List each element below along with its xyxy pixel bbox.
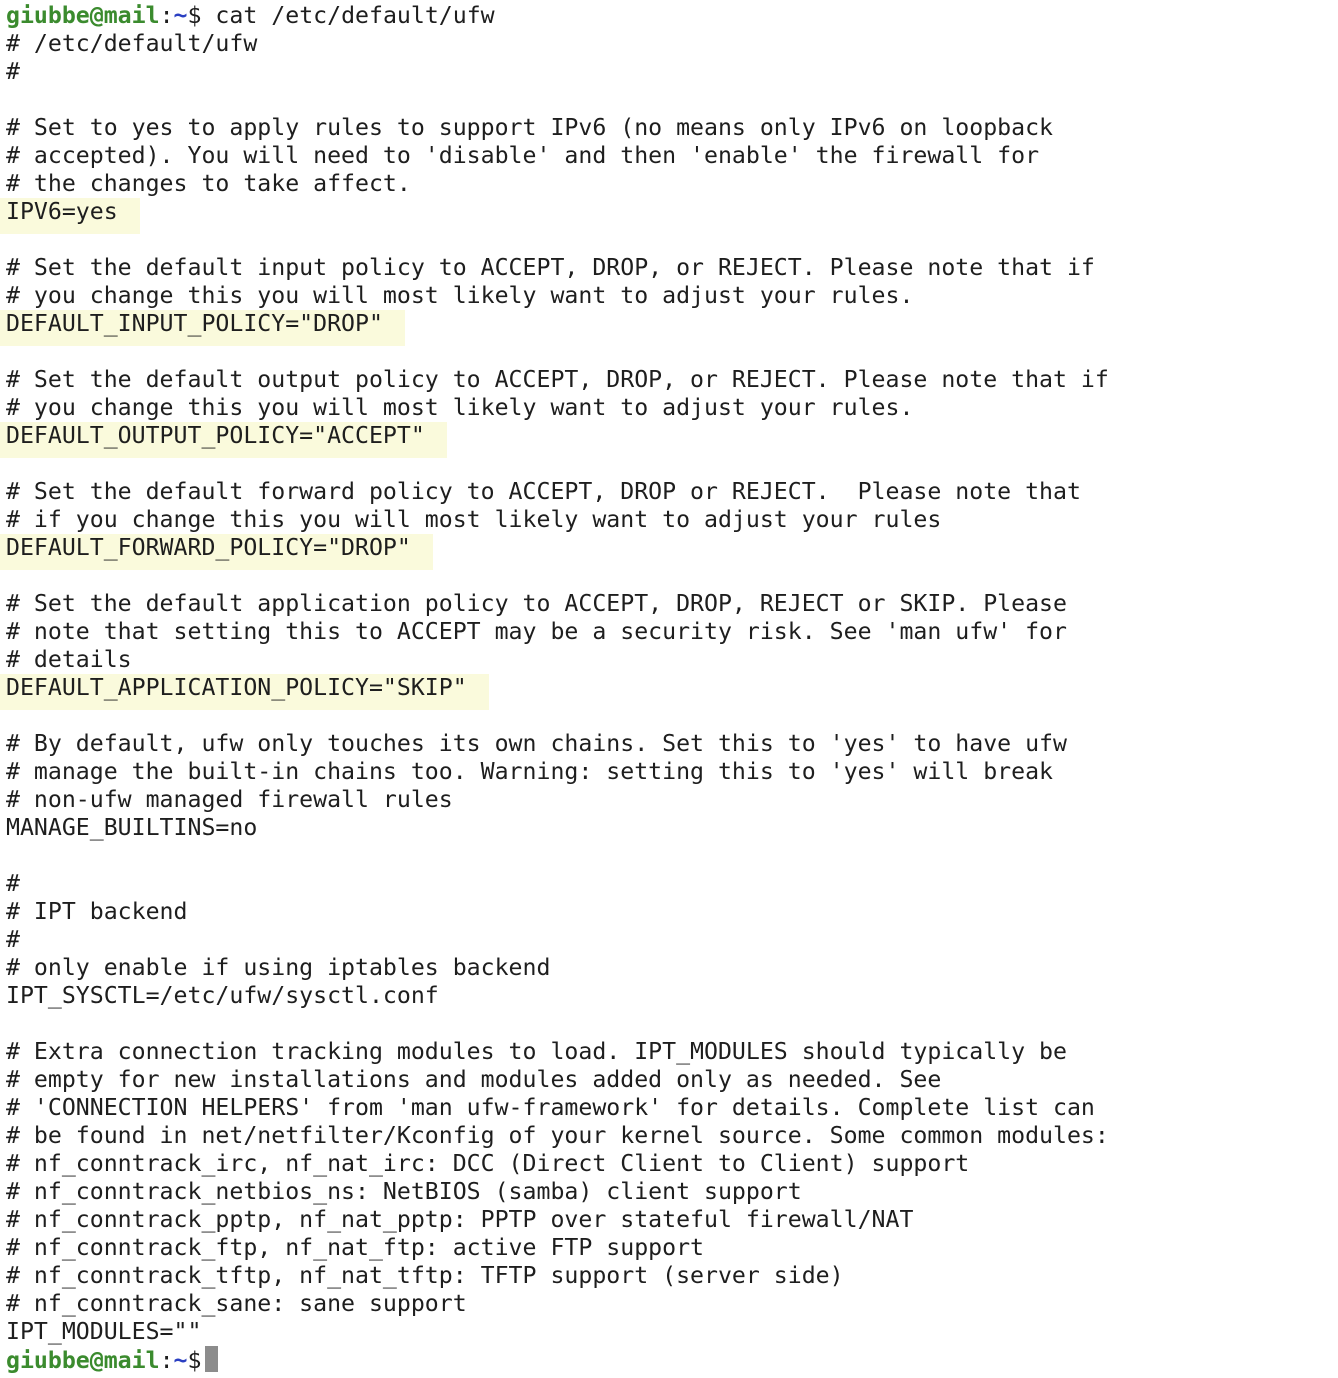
prompt-user-host: giubbe@mail [6, 1347, 160, 1374]
line-text: # Extra connection tracking modules to load. IPT_MODULES should typically be [6, 1038, 1067, 1065]
highlighted-setting: DEFAULT_APPLICATION_POLICY="SKIP" [0, 674, 489, 710]
line-text: # be found in net/netfilter/Kconfig of your kernel source. Some common modules: [6, 1122, 1109, 1149]
line-text: MANAGE_BUILTINS=no [6, 814, 258, 841]
output-line [6, 954, 1332, 982]
terminal-window[interactable] [6, 2, 1332, 1374]
prompt-dollar: $ [187, 1347, 202, 1374]
output-line [6, 730, 1332, 758]
line-text: # IPT backend [6, 898, 188, 925]
line-text: # nf_conntrack_ftp, nf_nat_ftp: active FTP support [6, 1234, 705, 1261]
line-text: # empty for new installations and modules added only as needed. See [6, 1066, 942, 1093]
command-output [6, 30, 1332, 1346]
output-line [6, 30, 1332, 58]
output-line [6, 842, 1332, 870]
output-line [6, 1010, 1332, 1038]
output-line [6, 114, 1332, 142]
output-line [6, 898, 1332, 926]
output-line [6, 590, 1332, 618]
line-text: # non-ufw managed firewall rules [6, 786, 453, 813]
output-line [6, 1206, 1332, 1234]
output-line [6, 534, 1332, 562]
line-text: # only enable if using iptables backend [6, 954, 551, 981]
line-text: # nf_conntrack_netbios_ns: NetBIOS (samba) client support [6, 1178, 802, 1205]
output-line [6, 394, 1332, 422]
output-line [6, 1318, 1332, 1346]
prompt-colon: : [159, 1347, 174, 1374]
highlighted-setting: DEFAULT_OUTPUT_POLICY="ACCEPT" [0, 422, 447, 458]
output-line [6, 1066, 1332, 1094]
output-line [6, 1234, 1332, 1262]
line-text: # accepted). You will need to 'disable' and then 'enable' the firewall for [6, 142, 1040, 169]
output-line [6, 1150, 1332, 1178]
line-text: # manage the built-in chains too. Warning: setting this to 'yes' will break [6, 758, 1054, 785]
line-text: # [6, 58, 20, 85]
prompt-colon: : [159, 2, 174, 29]
highlighted-setting: IPV6=yes [0, 198, 140, 234]
output-line [6, 282, 1332, 310]
prompt-path: ~ [173, 1347, 188, 1374]
line-text: # Set the default application policy to ACCEPT, DROP, REJECT or SKIP. Please [6, 590, 1067, 617]
output-line [6, 254, 1332, 282]
output-line [6, 422, 1332, 450]
line-text: # Set to yes to apply rules to support IPv6 (no means only IPv6 on loopback [6, 114, 1054, 141]
active-prompt-line[interactable] [6, 1346, 1332, 1374]
output-line [6, 1178, 1332, 1206]
output-line [6, 198, 1332, 226]
output-line [6, 170, 1332, 198]
output-line [6, 310, 1332, 338]
line-text: # nf_conntrack_irc, nf_nat_irc: DCC (Direct Client to Client) support [6, 1150, 970, 1177]
output-line [6, 142, 1332, 170]
line-text: # [6, 870, 20, 897]
line-text: # Set the default output policy to ACCEPT, DROP, or REJECT. Please note that if [6, 366, 1109, 393]
output-line [6, 366, 1332, 394]
output-line [6, 1038, 1332, 1066]
output-line [6, 926, 1332, 954]
line-text: # you change this you will most likely want to adjust your rules. [6, 394, 914, 421]
output-line [6, 1094, 1332, 1122]
line-text: # nf_conntrack_tftp, nf_nat_tftp: TFTP support (server side) [6, 1262, 844, 1289]
prompt-dollar: $ [187, 2, 202, 29]
output-line [6, 786, 1332, 814]
output-line [6, 1122, 1332, 1150]
line-text: # you change this you will most likely want to adjust your rules. [6, 282, 914, 309]
line-text: # nf_conntrack_sane: sane support [6, 1290, 467, 1317]
output-line [6, 982, 1332, 1010]
output-line [6, 674, 1332, 702]
output-line [6, 478, 1332, 506]
line-text: # 'CONNECTION HELPERS' from 'man ufw-framework' for details. Complete list can [6, 1094, 1095, 1121]
output-line [6, 1290, 1332, 1318]
highlighted-setting: DEFAULT_INPUT_POLICY="DROP" [0, 310, 405, 346]
prompt-user-host: giubbe@mail [6, 2, 160, 29]
output-line [6, 758, 1332, 786]
line-text: # the changes to take affect. [6, 170, 411, 197]
output-line [6, 618, 1332, 646]
command-text: cat /etc/default/ufw [201, 2, 495, 29]
command-line [6, 2, 1332, 30]
line-text: # [6, 926, 20, 953]
line-text: # Set the default input policy to ACCEPT, DROP, or REJECT. Please note that if [6, 254, 1095, 281]
line-text: # By default, ufw only touches its own chains. Set this to 'yes' to have ufw [6, 730, 1067, 757]
output-line [6, 58, 1332, 86]
output-line [6, 814, 1332, 842]
line-text: # details [6, 646, 132, 673]
output-line [6, 86, 1332, 114]
line-text: IPT_SYSCTL=/etc/ufw/sysctl.conf [6, 982, 439, 1009]
highlighted-setting: DEFAULT_FORWARD_POLICY="DROP" [0, 534, 433, 570]
output-line [6, 226, 1332, 254]
output-line [6, 1262, 1332, 1290]
line-text: # Set the default forward policy to ACCEPT, DROP or REJECT. Please note that [6, 478, 1081, 505]
line-text: # /etc/default/ufw [6, 30, 258, 57]
output-line [6, 870, 1332, 898]
line-text: # nf_conntrack_pptp, nf_nat_pptp: PPTP over stateful firewall/NAT [6, 1206, 914, 1233]
output-line [6, 506, 1332, 534]
text-cursor [205, 1346, 218, 1372]
line-text: # note that setting this to ACCEPT may be a security risk. See 'man ufw' for [6, 618, 1067, 645]
line-text: # if you change this you will most likely want to adjust your rules [6, 506, 942, 533]
prompt-path: ~ [173, 2, 188, 29]
output-line [6, 646, 1332, 674]
line-text: IPT_MODULES="" [6, 1318, 202, 1345]
